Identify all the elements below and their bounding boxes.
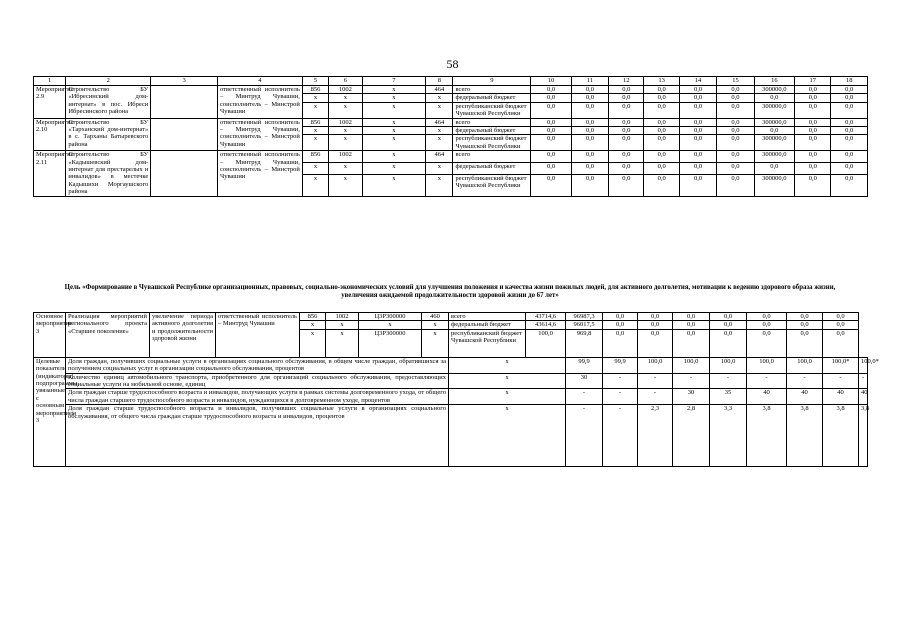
executor-cell: ответственный исполнитель – Минтруд Чувашии, соисполнитель – Минстрой Чувашии [217, 151, 302, 196]
code-cell: 1002 [329, 151, 362, 163]
code-cell: х [362, 102, 426, 118]
code-cell: х [362, 94, 426, 102]
indicator-value-cell: 40 [787, 389, 823, 405]
value-cell: 0,0 [609, 151, 644, 163]
value-cell: 0,0 [679, 127, 716, 135]
value-cell: 0,0 [795, 162, 831, 174]
code-cell: х [302, 94, 328, 102]
column-number-cell: 18 [831, 77, 868, 86]
value-cell: 0,0 [571, 86, 608, 94]
code-cell: х [302, 135, 328, 151]
code-cell: х [362, 151, 426, 163]
value-cell: 300000,0 [754, 151, 794, 163]
indicator-row [34, 357, 868, 373]
value-cell: 300000,0 [754, 174, 794, 196]
funding-source-cell: федеральный бюджет [453, 162, 531, 174]
column-number-cell: 7 [362, 77, 426, 86]
code-cell: х [426, 162, 453, 174]
value-cell: 0,0 [609, 86, 644, 94]
code-cell: х [426, 94, 453, 102]
code-cell: х [426, 127, 453, 135]
indicator-value-cell: 40 [859, 389, 868, 405]
value-cell: 0,0 [571, 94, 608, 102]
value-cell: 0,0 [823, 313, 859, 321]
indicator-value-cell: 100,0 [673, 357, 710, 373]
value-cell: 0,0 [531, 86, 571, 94]
indicator-value-cell: - [638, 373, 673, 389]
code-cell: х [329, 94, 362, 102]
value-cell: 0,0 [717, 151, 754, 163]
value-cell: 0,0 [710, 329, 747, 357]
value-cell: 0,0 [644, 174, 679, 196]
value-cell: 0,0 [609, 94, 644, 102]
code-cell: х [329, 174, 362, 196]
value-cell: 0,0 [571, 127, 608, 135]
code-cell: х [362, 127, 426, 135]
code-cell: Ц3Р300000 [359, 329, 422, 357]
indicator-value-cell: 40 [823, 389, 859, 405]
code-cell: х [326, 321, 359, 329]
code-cell: 856 [300, 313, 326, 321]
column-number-cell: 6 [329, 77, 362, 86]
value-cell: 0,0 [609, 162, 644, 174]
indicator-value-cell: - [859, 373, 868, 389]
value-cell: 0,0 [679, 135, 716, 151]
code-cell: х [326, 329, 359, 357]
indicator-value-cell: 2,3 [638, 405, 673, 467]
indicator-row [34, 373, 868, 389]
goal-heading: Цель «Формирование в Чувашской Республике организационных, правовых, социально-экономических условий для улучшения положения и качества жизни пожилых людей, для активного долголетия, мотивации к ведению здорового образа жизни, увеличения ожидаемой продолжительности здоровой жизни до 67 лет» [64, 284, 836, 300]
value-cell: 0,0 [571, 174, 608, 196]
value-cell: 300000,0 [754, 118, 794, 126]
code-cell: х [426, 102, 453, 118]
value-cell: 0,0 [831, 162, 868, 174]
value-cell: 0,0 [638, 321, 673, 329]
value-cell: 0,0 [795, 135, 831, 151]
value-cell: 0,0 [644, 151, 679, 163]
indicator-value-cell: - [566, 389, 603, 405]
code-cell: х [362, 86, 426, 94]
table-row [34, 313, 868, 321]
column-number-row [34, 77, 868, 86]
code-cell: х [426, 174, 453, 196]
code-cell: х [422, 329, 449, 357]
indicator-value-cell: 3,3 [710, 405, 747, 467]
value-cell: 0,0 [823, 329, 859, 357]
indicator-value-cell: 2,8 [673, 405, 710, 467]
value-cell: 43614,6 [526, 321, 566, 329]
event-name-cell: Строительство БУ «Ибресинский дом-интернат» в пос. Ибреси Ибресинского района [66, 86, 151, 119]
value-cell: 0,0 [644, 118, 679, 126]
funding-source-cell: всего [453, 118, 531, 126]
indicator-value-cell: - [603, 389, 638, 405]
funding-source-cell: федеральный бюджет [449, 321, 526, 329]
purpose-cell: увеличение периода активного долголетия и продолжительности здоровой жизни [150, 313, 216, 358]
code-cell: х [426, 135, 453, 151]
value-cell: 0,0 [571, 162, 608, 174]
indicator-value-cell: 99,9 [566, 357, 603, 373]
value-cell: 0,0 [795, 151, 831, 163]
code-cell: 464 [426, 151, 453, 163]
value-cell: 0,0 [787, 321, 823, 329]
code-cell: х [422, 321, 449, 329]
indicator-value-cell: 100,0 [638, 357, 673, 373]
indicator-value-cell: 100,0 [747, 357, 787, 373]
code-cell: х [362, 162, 426, 174]
empty-purpose-cell [151, 86, 218, 119]
indicator-value-cell: 30 [673, 389, 710, 405]
value-cell: 0,0 [531, 174, 571, 196]
indicator-value-cell: - [638, 389, 673, 405]
indicator-value-cell: 40 [747, 389, 787, 405]
empty-purpose-cell [151, 118, 218, 151]
value-cell: 0,0 [717, 102, 754, 118]
value-cell: 0,0 [679, 151, 716, 163]
indicator-value-cell: - [603, 373, 638, 389]
value-cell: 0,0 [679, 94, 716, 102]
funding-source-cell: федеральный бюджет [453, 94, 531, 102]
code-cell: х [362, 135, 426, 151]
value-cell: 0,0 [823, 321, 859, 329]
indicator-text-cell: Доля граждан старше трудоспособного возраста и инвалидов, получающих услуги в рамках системы долговременного ухода, от общего числа граждан старшего трудоспособного возраста и инвалидов, нуждающихся в долговременном уходе, процентов [66, 389, 449, 405]
code-cell: х [302, 174, 328, 196]
column-number-cell: 3 [151, 77, 218, 86]
value-cell: 0,0 [679, 174, 716, 196]
value-cell: 300000,0 [754, 86, 794, 94]
column-number-cell: 11 [571, 77, 608, 86]
code-cell: х [300, 321, 326, 329]
value-cell: 0,0 [609, 174, 644, 196]
value-cell: 0,0 [571, 118, 608, 126]
indicator-value-cell: 99,9 [603, 357, 638, 373]
value-cell: 0,0 [609, 127, 644, 135]
value-cell: 0,0 [787, 329, 823, 357]
indicator-value-cell: 3,8 [859, 405, 868, 467]
value-cell: 969,8 [566, 329, 603, 357]
value-cell: 300000,0 [754, 135, 794, 151]
indicator-value-cell: 3,8 [787, 405, 823, 467]
table-row [34, 86, 868, 94]
indicator-text-cell: Доля граждан старше трудоспособного возраста и инвалидов, получивших социальные услуги в организациях социального обслуживания, от общего числа граждан старше трудоспособного возраста и инвалидов, процентов [66, 405, 449, 467]
value-cell: 0,0 [531, 127, 571, 135]
funding-source-cell: всего [453, 86, 531, 94]
value-cell: 0,0 [644, 94, 679, 102]
value-cell: 0,0 [795, 118, 831, 126]
value-cell: 0,0 [673, 321, 710, 329]
indicator-row [34, 389, 868, 405]
funding-source-cell: республиканский бюджет Чувашской Республики [453, 102, 531, 118]
value-cell: 0,0 [717, 127, 754, 135]
value-cell: 0,0 [795, 102, 831, 118]
indicator-value-cell: - [566, 405, 603, 467]
indicator-value-cell: - [710, 373, 747, 389]
event-name-cell: Строительство БУ «Кадышевский дом-интернат для престарелых и инвалидов» в местечке Кадышихи Моргаушского района [66, 151, 151, 196]
budget-table-bottom [33, 312, 879, 467]
funding-source-cell: республиканский бюджет Чувашской Республики [453, 135, 531, 151]
code-cell: 464 [426, 86, 453, 94]
indicator-value-cell: - [603, 405, 638, 467]
indicator-value-cell: - [673, 373, 710, 389]
value-cell: 0,0 [531, 94, 571, 102]
indicator-value-cell: 3,8 [823, 405, 859, 467]
indicator-value-cell: 100,0 [710, 357, 747, 373]
code-cell: 464 [426, 118, 453, 126]
value-cell: 100,0 [526, 329, 566, 357]
column-number-cell: 15 [717, 77, 754, 86]
indicator-x-cell: х [449, 373, 566, 389]
value-cell: 0,0 [717, 86, 754, 94]
value-cell: 0,0 [831, 127, 868, 135]
value-cell: 0,0 [638, 313, 673, 321]
value-cell: 0,0 [571, 151, 608, 163]
code-cell: х [302, 162, 328, 174]
value-cell: 0,0 [717, 135, 754, 151]
code-cell: Ц3Р300000 [359, 313, 422, 321]
value-cell: 0,0 [754, 94, 794, 102]
funding-source-cell: республиканский бюджет Чувашской Республики [453, 174, 531, 196]
value-cell: 96017,5 [566, 321, 603, 329]
empty-purpose-cell [151, 151, 218, 196]
value-cell: 0,0 [754, 127, 794, 135]
code-cell: х [329, 127, 362, 135]
column-number-cell: 1 [34, 77, 66, 86]
event-id-cell: Мероприятие 2.10 [34, 118, 66, 151]
value-cell: 0,0 [787, 313, 823, 321]
value-cell: 0,0 [679, 118, 716, 126]
indicator-value-cell: 100,0 [787, 357, 823, 373]
value-cell: 0,0 [717, 162, 754, 174]
code-cell: х [329, 102, 362, 118]
code-cell: 1002 [329, 118, 362, 126]
column-number-cell: 17 [795, 77, 831, 86]
code-cell: 856 [302, 151, 328, 163]
indicator-x-cell: х [449, 405, 566, 467]
column-number-cell: 16 [754, 77, 794, 86]
table-row [34, 118, 868, 126]
value-cell: 0,0 [831, 86, 868, 94]
column-number-cell: 14 [679, 77, 716, 86]
code-cell: х [359, 321, 422, 329]
value-cell: 0,0 [795, 86, 831, 94]
event-id-cell: Мероприятие 2.9 [34, 86, 66, 119]
value-cell: 0,0 [673, 313, 710, 321]
funding-source-cell: всего [453, 151, 531, 163]
value-cell: 0,0 [747, 329, 787, 357]
value-cell: 0,0 [747, 321, 787, 329]
value-cell: 0,0 [717, 118, 754, 126]
funding-source-cell: федеральный бюджет [453, 127, 531, 135]
indicator-value-cell: 3,8 [747, 405, 787, 467]
column-number-cell: 9 [453, 77, 531, 86]
column-number-cell: 10 [531, 77, 571, 86]
event-name-cell: Реализация мероприятий регионального проекта «Старшее поколение» [66, 313, 150, 358]
column-number-cell: 2 [66, 77, 151, 86]
code-cell: 1002 [326, 313, 359, 321]
value-cell: 0,0 [609, 135, 644, 151]
value-cell: 0,0 [603, 321, 638, 329]
code-cell: х [300, 329, 326, 357]
value-cell: 0,0 [644, 135, 679, 151]
value-cell: 0,0 [571, 135, 608, 151]
executor-cell: ответственный исполнитель – Минтруд Чувашии, соисполнитель – Минстрой Чувашии [217, 118, 302, 151]
value-cell: 0,0 [531, 151, 571, 163]
value-cell: 0,0 [679, 102, 716, 118]
value-cell: 0,0 [603, 313, 638, 321]
event-id-cell: Основное мероприятие 3 [34, 313, 66, 358]
value-cell: 0,0 [831, 135, 868, 151]
value-cell: 0,0 [644, 162, 679, 174]
indicator-value-cell: 30 [566, 373, 603, 389]
code-cell: х [362, 118, 426, 126]
indicator-value-cell: 100,0* [823, 357, 859, 373]
value-cell: 0,0 [710, 313, 747, 321]
event-name-cell: Строительство БУ «Тарханский дом-интернат» в с. Тарханы Батыревского района [66, 118, 151, 151]
code-cell: 856 [302, 86, 328, 94]
value-cell: 0,0 [831, 118, 868, 126]
value-cell: 0,0 [710, 321, 747, 329]
value-cell: 0,0 [717, 174, 754, 196]
column-number-cell: 13 [644, 77, 679, 86]
code-cell: х [329, 162, 362, 174]
value-cell: 0,0 [644, 127, 679, 135]
value-cell: 0,0 [609, 102, 644, 118]
column-number-cell: 12 [609, 77, 644, 86]
table-row [34, 151, 868, 163]
code-cell: х [362, 174, 426, 196]
indicator-text-cell: Доля граждан, получивших социальные услуги в организациях социального обслуживания, в общем числе граждан, обратившихся за получением социальных услуг в организации социального обслуживания, процентов [66, 357, 449, 373]
indicator-x-cell: х [449, 389, 566, 405]
value-cell: 0,0 [673, 329, 710, 357]
value-cell: 0,0 [644, 102, 679, 118]
value-cell: 0,0 [831, 94, 868, 102]
event-id-cell: Мероприятие 2.11 [34, 151, 66, 196]
executor-cell: ответственный исполнитель – Минтруд Чувашии [216, 313, 300, 358]
column-number-cell: 4 [217, 77, 302, 86]
column-number-cell: 8 [426, 77, 453, 86]
value-cell: 0,0 [644, 86, 679, 94]
code-cell: х [302, 127, 328, 135]
executor-cell: ответственный исполнитель – Минтруд Чувашии, соисполнитель – Минстрой Чувашии [217, 86, 302, 119]
code-cell: х [329, 135, 362, 151]
funding-source-cell: республиканский бюджет Чувашской Республики [449, 329, 526, 357]
value-cell: 0,0 [831, 102, 868, 118]
code-cell: х [302, 102, 328, 118]
column-number-cell: 5 [302, 77, 328, 86]
value-cell: 0,0 [754, 162, 794, 174]
code-cell: 1002 [329, 86, 362, 94]
indicator-x-cell: х [449, 357, 566, 373]
value-cell: 0,0 [747, 313, 787, 321]
value-cell: 0,0 [795, 174, 831, 196]
indicator-value-cell: - [787, 373, 823, 389]
value-cell: 0,0 [571, 102, 608, 118]
value-cell: 0,0 [531, 102, 571, 118]
code-cell: 460 [422, 313, 449, 321]
value-cell: 96987,3 [566, 313, 603, 321]
indicator-value-cell: - [823, 373, 859, 389]
value-cell: 0,0 [638, 329, 673, 357]
value-cell: 0,0 [531, 162, 571, 174]
indicator-text-cell: Количество единиц автомобильного транспорта, приобретенного для организаций социального обслуживания, предоставляющих социальные услуги на мобильной основе, единиц [66, 373, 449, 389]
page-number: 58 [446, 57, 459, 71]
value-cell: 0,0 [679, 86, 716, 94]
indicator-value-cell: 35 [710, 389, 747, 405]
value-cell: 0,0 [531, 118, 571, 126]
value-cell: 0,0 [831, 174, 868, 196]
indicator-value-cell: - [747, 373, 787, 389]
value-cell: 0,0 [717, 94, 754, 102]
value-cell: 0,0 [831, 151, 868, 163]
code-cell: 856 [302, 118, 328, 126]
value-cell: 43714,6 [526, 313, 566, 321]
budget-table-top [33, 76, 868, 197]
value-cell: 300000,0 [754, 102, 794, 118]
value-cell: 0,0 [795, 127, 831, 135]
indicator-row [34, 405, 868, 467]
value-cell: 0,0 [609, 118, 644, 126]
indicators-label-cell: Целевые показатели (индикаторы) подпрограммы, увязанные с основным мероприятием 3 [34, 357, 66, 466]
value-cell: 0,0 [603, 329, 638, 357]
value-cell: 0,0 [795, 94, 831, 102]
funding-source-cell: всего [449, 313, 526, 321]
indicator-value-cell: 100,0* [859, 357, 868, 373]
value-cell: 0,0 [679, 162, 716, 174]
value-cell: 0,0 [531, 135, 571, 151]
